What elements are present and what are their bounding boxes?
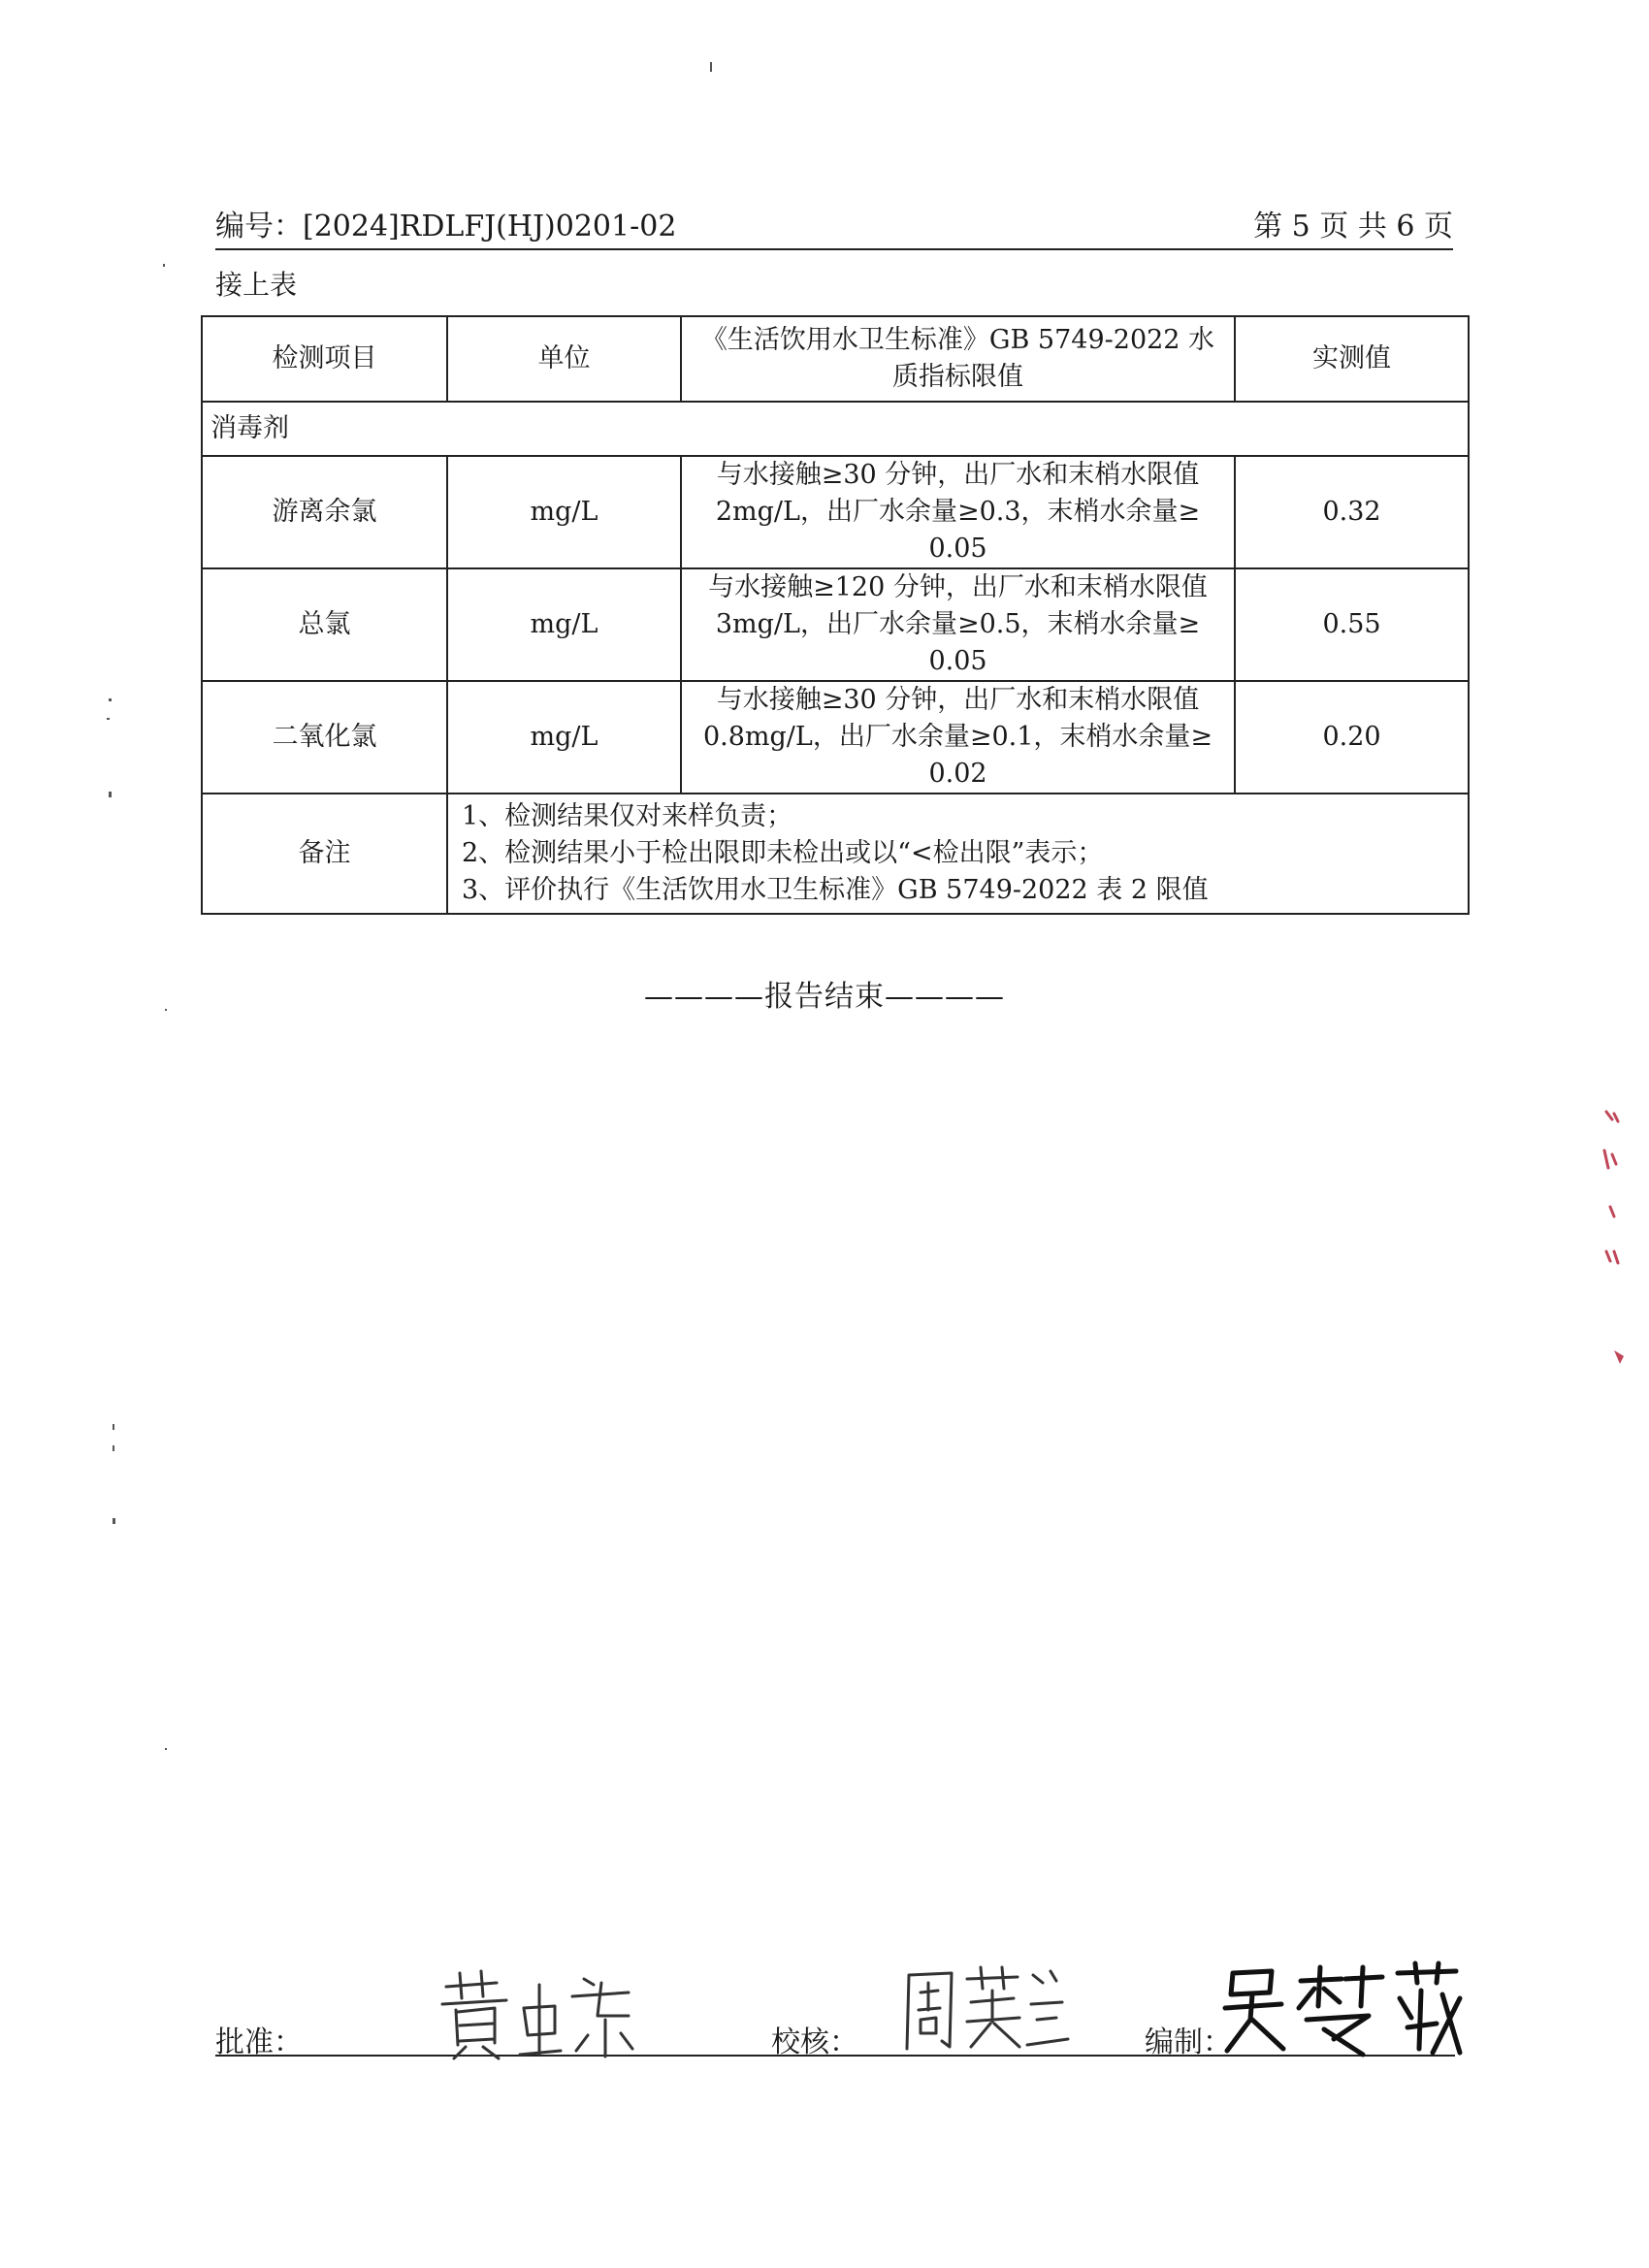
scan-speck [113, 1424, 114, 1430]
scan-speck [165, 1009, 167, 1011]
scan-speck [109, 698, 112, 701]
scan-speck [113, 1518, 115, 1524]
scan-speck [163, 264, 165, 267]
approve-label: 批准： [215, 2025, 303, 2059]
scan-speck [165, 1748, 167, 1750]
scan-speck [710, 62, 712, 72]
remark-item: 3、评价执行《生活饮用水卫生标准》GB 5749-2022 表 2 限值 [462, 875, 1209, 905]
row-unit: mg/L [447, 681, 681, 794]
page-counter: 第 5 页 共 6 页 [1253, 210, 1453, 243]
continued-label: 接上表 [215, 269, 298, 301]
table-row [202, 568, 1469, 681]
scan-speck [107, 718, 110, 720]
row-value: 0.55 [1235, 568, 1469, 681]
remarks-row [202, 794, 1469, 914]
row-item: 二氧化氯 [202, 681, 447, 794]
seal-edge-mark [1600, 1106, 1630, 1377]
table-row [202, 681, 1469, 794]
header-value: 实测值 [1235, 316, 1469, 402]
page-header [215, 206, 1453, 250]
limit-line: 与水接触≥30 分钟，出厂水和末梢水限值 [716, 685, 1200, 715]
limit-line: 0.05 [928, 646, 987, 676]
scan-speck [109, 792, 112, 797]
compile-signature [1217, 1960, 1465, 2066]
remark-item: 2、检测结果小于检出限即未检出或以“<检出限”表示； [462, 838, 1104, 868]
header-limit: 《生活饮用水卫生标准》GB 5749-2022 水质指标限值 [681, 316, 1235, 402]
row-unit: mg/L [447, 568, 681, 681]
limit-line: 0.02 [928, 759, 987, 789]
header-unit: 单位 [447, 316, 681, 402]
review-label: 校核： [771, 2025, 858, 2059]
limit-line: 2mg/L，出厂水余量≥0.3，末梢水余量≥ [715, 497, 1201, 527]
header-item: 检测项目 [202, 316, 447, 402]
results-table [201, 315, 1470, 915]
row-limit [681, 456, 1235, 568]
scan-speck [113, 1445, 114, 1451]
row-value: 0.20 [1235, 681, 1469, 794]
row-value: 0.32 [1235, 456, 1469, 568]
approve-signature [438, 1965, 642, 2062]
row-unit: mg/L [447, 456, 681, 568]
remark-item: 1、检测结果仅对来样负责； [462, 801, 793, 831]
limit-line: 3mg/L，出厂水余量≥0.5，末梢水余量≥ [715, 609, 1201, 639]
limit-line: 与水接触≥30 分钟，出厂水和末梢水限值 [716, 460, 1200, 490]
row-limit [681, 681, 1235, 794]
remarks-list [447, 794, 1469, 914]
limit-line: 0.05 [928, 534, 987, 564]
report-end-mark: ————报告结束———— [644, 980, 1005, 1014]
row-item: 总氯 [202, 568, 447, 681]
section-row [202, 402, 1469, 456]
limit-line: 0.8mg/L，出厂水余量≥0.1，末梢水余量≥ [702, 722, 1213, 752]
section-label: 消毒剂 [202, 402, 1469, 456]
review-signature [897, 1960, 1072, 2057]
row-item: 游离余氯 [202, 456, 447, 568]
table-row [202, 456, 1469, 568]
compile-label: 编制： [1145, 2025, 1232, 2059]
row-limit [681, 568, 1235, 681]
table-header-row [202, 316, 1469, 402]
report-number: 编号：[2024]RDLFJ(HJ)0201-02 [215, 210, 677, 243]
limit-line: 与水接触≥120 分钟，出厂水和末梢水限值 [708, 572, 1208, 602]
remarks-label: 备注 [202, 794, 447, 914]
